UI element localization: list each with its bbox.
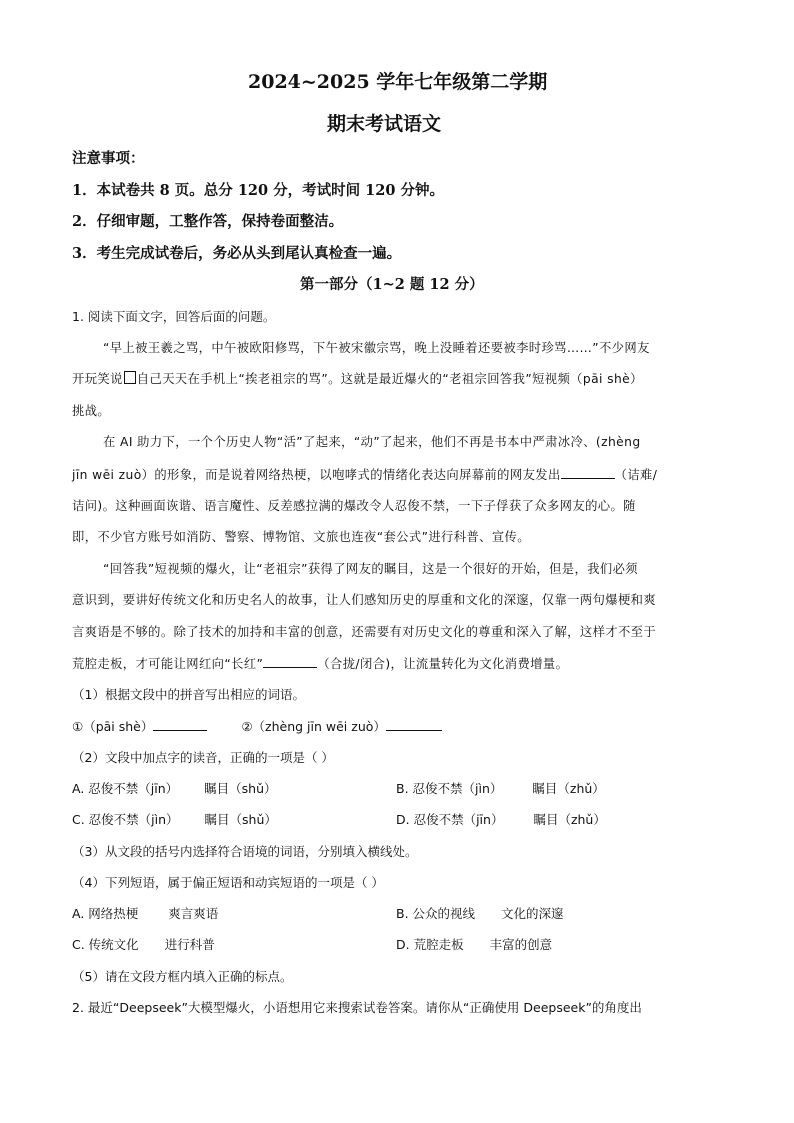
subquestion-1: （1）根据文段中的拼音写出相应的词语。: [72, 687, 305, 702]
question-2-stem: 2. 最近“Deepseek”大模型爆火，小语想用它来搜索试卷答案。请你从“正确使用 Deepseek”的角度出: [72, 1000, 642, 1015]
option-label: D. 忍俊不禁（jīn）: [396, 812, 504, 827]
option-label: A. 忍俊不禁（jīn）: [72, 781, 179, 796]
passage-p1-line2: [72, 370, 643, 388]
notice-item-1: 1．本试卷共 8 页。总分 120 分，考试时间 120 分钟。: [72, 182, 444, 199]
answer-label: ①（pāi shè）: [72, 719, 154, 734]
option-word: 瞩目（zhǔ）: [533, 812, 606, 827]
notice-item-2: 2．仔细审题，工整作答，保持卷面整洁。: [72, 213, 344, 230]
option-label: B. 公众的视线: [396, 906, 476, 921]
passage-p1-line3: 挑战。: [72, 404, 111, 418]
answer-label: ②（zhèng jīn wēi zuò）: [241, 719, 386, 734]
option-label: B. 忍俊不禁（jìn）: [396, 781, 503, 796]
option-word: 爽言爽语: [168, 906, 219, 921]
passage-text: （诘难/: [614, 468, 658, 482]
option-c[interactable]: [72, 936, 215, 954]
passage-p3-line1: “回答我”短视频的爆火，让“老祖宗”获得了网友的瞩目，这是一个很好的开始，但是，我们必须: [103, 562, 638, 576]
option-label: D. 荒腔走板: [396, 937, 464, 952]
option-label: C. 传统文化: [72, 937, 139, 952]
option-word: 进行科普: [164, 937, 215, 952]
option-a[interactable]: [72, 905, 218, 923]
subquestion-2: （2）文段中加点字的读音，正确的一项是（ ）: [72, 750, 334, 765]
answer-blank[interactable]: [263, 654, 317, 668]
option-word: 瞩目（zhǔ）: [532, 781, 605, 796]
option-c[interactable]: [72, 811, 277, 829]
passage-text: jīn wēi zuò）的形象，而是说着网络热梗，以咆哮式的情绪化表达向屏幕前的网友发出: [72, 468, 561, 482]
exam-subtitle: 期末考试语文: [327, 113, 442, 135]
passage-p2-line2: [72, 465, 657, 484]
passage-text: 开玩笑说: [72, 372, 123, 386]
option-a[interactable]: [72, 780, 277, 798]
passage-p3-line2: 意识到，要讲好传统文化和历史名人的故事，让人们感知历史的厚重和文化的深邃，仅靠一两句爆梗和爽: [72, 593, 657, 607]
option-word: 丰富的创意: [489, 937, 553, 952]
option-word: 瞩目（shǔ）: [204, 812, 277, 827]
option-label: A. 网络热梗: [72, 906, 139, 921]
option-d[interactable]: [396, 811, 606, 829]
passage-p2-line3: 诘问)。这种画面诙谐、语言魔性、反差感拉满的爆改令人忍俊不禁，一下子俘获了众多网友的心。随: [72, 499, 636, 513]
exam-title: 2024~2025 学年七年级第二学期: [248, 71, 548, 93]
passage-p2-line1: 在 AI 助力下，一个个历史人物“活”了起来，“动”了起来，他们不再是书本中严肃冰冷、(zhèng: [103, 435, 641, 449]
notice-item-3: 3．考生完成试卷后，务必从头到尾认真检查一遍。: [72, 245, 402, 262]
subquestion-3: （3）从文段的括号内选择符合语境的词语，分别填入横线处。: [72, 844, 418, 859]
notice-heading: 注意事项：: [72, 150, 145, 167]
subquestion-4: （4）下列短语，属于偏正短语和动宾短语的一项是（ ）: [72, 875, 384, 890]
passage-text: 自己天天在手机上“挨老祖宗的骂”。这就是最近爆火的“老祖宗回答我”短视频（pāi shè）: [136, 372, 643, 386]
subquestion-5: （5）请在文段方框内填入正确的标点。: [72, 969, 293, 984]
option-word: 文化的深邃: [501, 906, 564, 921]
option-d[interactable]: [396, 936, 552, 954]
option-b[interactable]: [396, 905, 564, 923]
answer-blank[interactable]: [153, 717, 207, 731]
option-word: 瞩目（shǔ）: [204, 781, 277, 796]
passage-p1-line1: “早上被王羲之骂，中午被欧阳修骂，下午被宋徽宗骂，晚上没睡着还要被李时珍骂……”不少网友: [103, 341, 650, 355]
option-b[interactable]: [396, 780, 605, 798]
subquestion-1-answers: [72, 717, 442, 736]
answer-blank[interactable]: [561, 465, 615, 479]
passage-p2-line4: 即，不少官方账号如消防、警察、博物馆、文旅也连夜“套公式”进行科普、宣传。: [72, 530, 530, 544]
part-heading: 第一部分（1~2 题 12 分）: [300, 276, 484, 293]
answer-blank[interactable]: [386, 717, 442, 731]
passage-text: 荒腔走板，才可能让网红向“长红”: [72, 657, 264, 671]
passage-p3-line4: [72, 654, 568, 673]
option-label: C. 忍俊不禁（jìn）: [72, 812, 179, 827]
passage-text: （合拢/闭合)，让流量转化为文化消费增量。: [317, 657, 569, 671]
passage-p3-line3: 言爽语是不够的。除了技术的加持和丰富的创意，还需要有对历史文化的尊重和深入了解，这样才不至于: [72, 625, 657, 639]
question-1-stem: 1. 阅读下面文字，回答后面的问题。: [72, 309, 276, 324]
punctuation-box[interactable]: [124, 371, 136, 384]
